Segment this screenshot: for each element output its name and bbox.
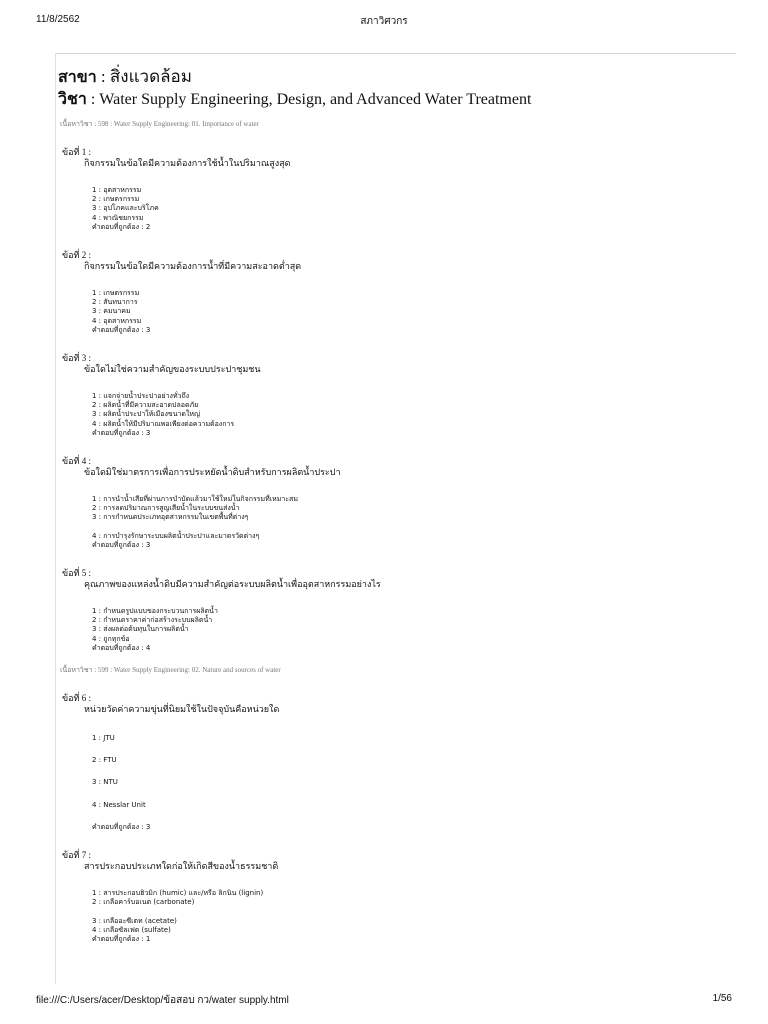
print-footer xyxy=(0,993,768,1013)
option: 4 : เกลือซัลเฟต (sulfate) xyxy=(92,925,171,934)
option: 4 : การบำรุงรักษาระบบผลิตน้ำประปาและมาตรวัดต่างๆ xyxy=(92,531,260,540)
option: 2 : เกษตรกรรม xyxy=(92,195,140,204)
question-text: ข้อใดมิใช่มาตรการเพื่อการประหยัดน้ำดิบสำหรับการผลิตน้ำประปา xyxy=(84,468,341,479)
subject-value: : Water Supply Engineering, Design, and Advanced Water Treatment xyxy=(86,91,532,108)
option: 2 : การลดปริมาณการสูญเสียน้ำในระบบขนส่งน้ำ xyxy=(92,504,240,513)
option: 2 : เกลือคาร์บอเนต (carbonate) xyxy=(92,898,195,907)
option: 1 : อุตสาหกรรม xyxy=(92,186,142,194)
correct-answer: คำตอบที่ถูกต้อง : 3 xyxy=(92,540,151,549)
option-list xyxy=(92,289,718,335)
option: 4 : Nesslar Unit xyxy=(92,800,146,809)
document-content xyxy=(58,66,718,944)
question-text: ข้อใดไม่ใช่ความสำคัญของระบบประปาชุมชน xyxy=(84,365,261,376)
question-text: สารประกอบประเภทใดก่อให้เกิดสีของน้ำธรรมชาติ xyxy=(84,862,279,873)
option: 3 : การกำหนดประเภทอุตสาหกรรมในเขตพื้นที่ต่างๆ xyxy=(92,513,249,522)
option: 3 : อุปโภคและบริโภค xyxy=(92,204,159,213)
question-6 xyxy=(58,693,718,832)
option-list xyxy=(92,392,718,438)
topic-line: เนื้อหาวิชา : 599 : Water Supply Engineering: 02. Nature and sources of water xyxy=(60,666,281,675)
question-text: หน่วยวัดค่าความขุ่นที่นิยมใช้ในปัจจุบันคือหน่วยใด xyxy=(84,705,280,716)
question-number: ข้อที่ 5 : xyxy=(62,568,91,579)
question-number: ข้อที่ 2 : xyxy=(62,250,91,261)
option: 1 : เกษตรกรรม xyxy=(92,289,140,298)
option: 1 : กำหนดรูปแบบของกระบวนการผลิตน้ำ xyxy=(92,607,218,616)
question-1 xyxy=(58,147,718,232)
branch-label: สาขา xyxy=(58,67,97,86)
correct-answer: คำตอบที่ถูกต้อง : 4 xyxy=(92,643,151,652)
question-7 xyxy=(58,850,718,944)
option-list xyxy=(92,607,718,653)
question-text: กิจกรรมในข้อใดมีความต้องการน้ำที่มีความสะอาดต่ำสุด xyxy=(84,262,302,273)
correct-answer: คำตอบที่ถูกต้อง : 1 xyxy=(92,934,151,943)
question-number: ข้อที่ 6 : xyxy=(62,693,91,704)
option: 1 : JTU xyxy=(92,734,115,743)
question-number: ข้อที่ 1 : xyxy=(62,147,91,157)
question-2 xyxy=(58,250,718,335)
correct-answer: คำตอบที่ถูกต้อง : 2 xyxy=(92,222,151,231)
topic-line: เนื้อหาวิชา : 598 : Water Supply Engineering: 01. Importance of water xyxy=(60,120,259,128)
question-number: ข้อที่ 3 : xyxy=(62,353,91,364)
option: 3 : ส่งผลต่อต้นทุนในการผลิตน้ำ xyxy=(92,625,189,634)
option: 4 : พาณิชยกรรม xyxy=(92,213,144,222)
option: 3 : เกลืออะซีเตท (acetate) xyxy=(92,916,177,925)
option: 1 : แจกจ่ายน้ำประปาอย่างทั่วถึง xyxy=(92,392,190,401)
option: 4 : ผลิตน้ำให้มีปริมาณพอเพียงต่อความต้องการ xyxy=(92,419,235,428)
branch-heading xyxy=(58,66,718,88)
option: 4 : ถูกทุกข้อ xyxy=(92,634,130,643)
option: 2 : กำหนดราคาค่าก่อสร้างระบบผลิตน้ำ xyxy=(92,616,213,625)
question-text: กิจกรรมในข้อใดมีความต้องการใช้น้ำในปริมาณสูงสุด xyxy=(84,159,291,169)
option: 3 : ผลิตน้ำประปาให้เมืองขนาดใหญ่ xyxy=(92,410,200,419)
page-number: 1/56 xyxy=(712,993,732,1004)
branch-value: : สิ่งแวดล้อม xyxy=(96,67,192,86)
option: 2 : ผลิตน้ำที่มีความสะอาดปลอดภัย xyxy=(92,401,199,410)
option: 2 : สันทนาการ xyxy=(92,298,138,307)
question-text: คุณภาพของแหล่งน้ำดิบมีความสำคัญต่อระบบผลิตน้ำเพื่ออุตสาหกรรมอย่างไร xyxy=(84,580,381,591)
option-list xyxy=(92,495,718,550)
option: 1 : สารประกอบฮิวมิก (humic) และ/หรือ ลิกนิน (lignin) xyxy=(92,889,264,898)
option: 3 : คมนาคม xyxy=(92,307,131,316)
print-header xyxy=(0,14,768,34)
option: 3 : NTU xyxy=(92,778,118,787)
subject-label: วิชา xyxy=(58,89,87,108)
question-5 xyxy=(58,568,718,653)
option: 4 : อุตสาหกรรม xyxy=(92,316,142,325)
print-page-title: สภาวิศวกร xyxy=(360,16,408,27)
correct-answer: คำตอบที่ถูกต้อง : 3 xyxy=(92,822,151,831)
option-list xyxy=(92,734,718,832)
subject-heading xyxy=(58,88,718,111)
question-4 xyxy=(58,456,718,550)
question-number: ข้อที่ 7 : xyxy=(62,850,91,861)
correct-answer: คำตอบที่ถูกต้อง : 3 xyxy=(92,428,151,437)
option: 1 : การนำน้ำเสียที่ผ่านการบำบัดแล้วมาใช้ใหม่ในกิจกรรมที่เหมาะสม xyxy=(92,495,298,504)
question-number: ข้อที่ 4 : xyxy=(62,456,91,467)
file-path: file:///C:/Users/acer/Desktop/ข้อสอบ กว/water supply.html xyxy=(36,995,289,1006)
correct-answer: คำตอบที่ถูกต้อง : 3 xyxy=(92,325,151,334)
option-list xyxy=(92,186,718,232)
option: 2 : FTU xyxy=(92,756,117,765)
print-date: 11/8/2562 xyxy=(36,14,80,25)
option-list xyxy=(92,889,718,944)
question-3 xyxy=(58,353,718,438)
